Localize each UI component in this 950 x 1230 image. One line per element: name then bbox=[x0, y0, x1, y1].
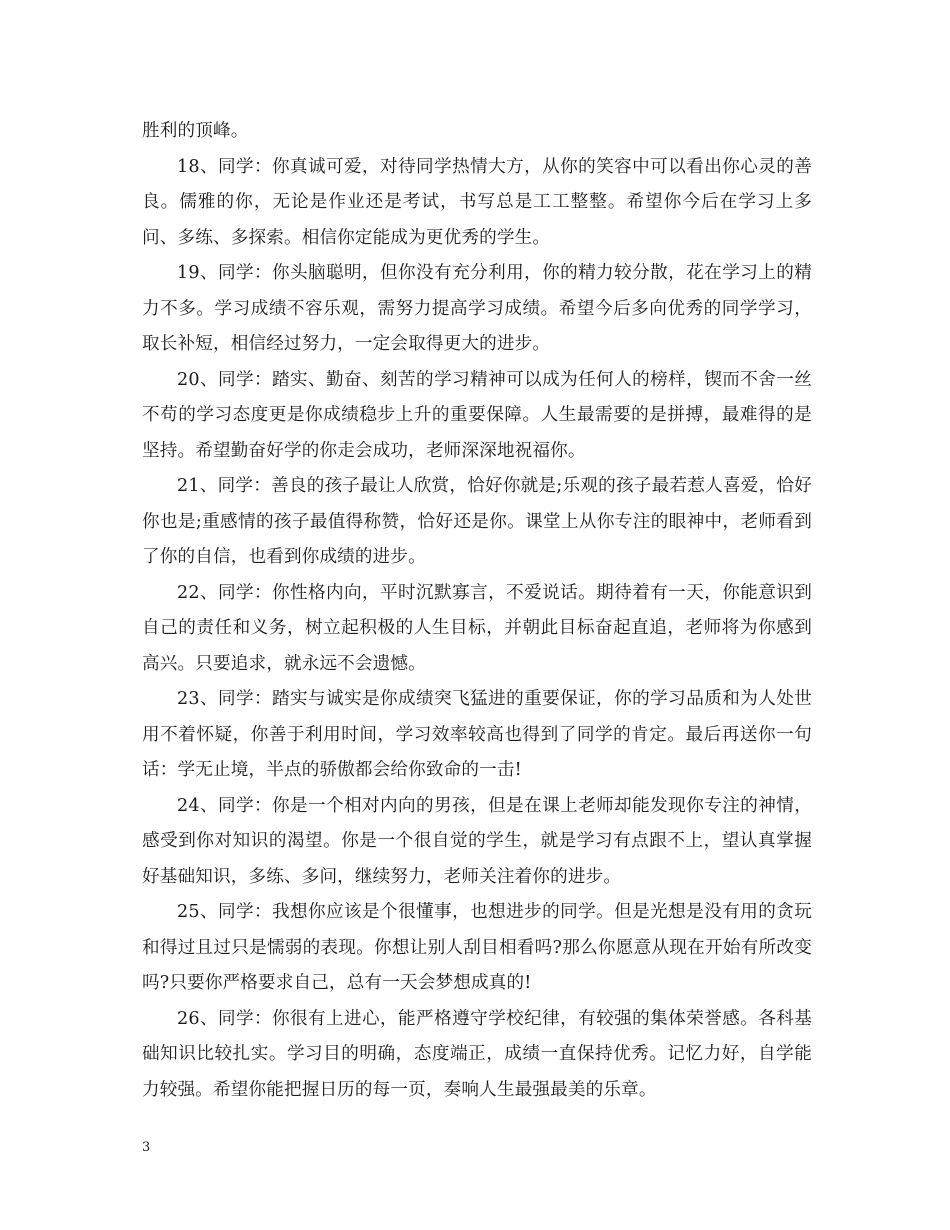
paragraph-22: 22、同学：你性格内向，平时沉默寡言，不爱说话。期待着有一天，你能意识到自己的责任和义务，树立起积极的人生目标，并朝此目标奋起直追，老师将为你感到高兴。只要追求，就永远不会遗憾。 bbox=[142, 582, 812, 674]
paragraph-26: 26、同学：你很有上进心，能严格遵守学校纪律，有较强的集体荣誉感。各科基础知识比较扎实。学习目的明确，态度端正，成绩一直保持优秀。记忆力好，自学能力较强。希望你能把握日历的每一页，奏响人生最强最美的乐章。 bbox=[142, 1008, 812, 1100]
paragraph-20: 20、同学：踏实、勤奋、刻苦的学习精神可以成为任何人的榜样，锲而不舍一丝不苟的学习态度更是你成绩稳步上升的重要保障。人生最需要的是拼搏，最难得的是坚持。希望勤奋好学的你走会成功，老师深深地祝福你。 bbox=[142, 369, 812, 461]
paragraph-21: 21、同学：善良的孩子最让人欣赏，恰好你就是;乐观的孩子最若惹人喜爱，恰好你也是;重感情的孩子最值得称赞，恰好还是你。课堂上从你专注的眼神中，老师看到了你的自信，也看到你成绩的进步。 bbox=[142, 476, 812, 567]
paragraph-23: 23、同学：踏实与诚实是你成绩突飞猛进的重要保证，你的学习品质和为人处世用不着怀疑，你善于利用时间，学习效率较高也得到了同学的肯定。最后再送你一句话：学无止境，半点的骄傲都会给你致命的一击! bbox=[142, 689, 812, 780]
paragraph-continuation: 胜利的顶峰。 bbox=[142, 121, 249, 141]
paragraph-19: 19、同学：你头脑聪明，但你没有充分利用，你的精力较分散，花在学习上的精力不多。学习成绩不容乐观，需努力提高学习成绩。希望今后多向优秀的同学学习，取长补短，相信经过努力，一定会取得更大的进步。 bbox=[142, 263, 812, 354]
paragraph-24: 24、同学：你是一个相对内向的男孩，但是在课上老师却能发现你专注的神情，感受到你对知识的渴望。你是一个很自觉的学生，就是学习有点跟不上，望认真掌握好基础知识，多练、多问，继续努力，老师关注着你的进步。 bbox=[142, 795, 812, 887]
paragraph-25: 25、同学：我想你应该是个很懂事，也想进步的同学。但是光想是没有用的贪玩和得过且过只是懦弱的表现。你想让别人刮目相看吗?那么你愿意从现在开始有所改变吗?只要你严格要求自己，总有一天会梦想成真的! bbox=[142, 902, 812, 993]
paragraph-18: 18、同学：你真诚可爱，对待同学热情大方，从你的笑容中可以看出你心灵的善良。儒雅的你，无论是作业还是考试，书写总是工工整整。希望你今后在学习上多问、多练、多探索。相信你定能成为更优秀的学生。 bbox=[142, 156, 812, 248]
page-number: 3 bbox=[142, 1140, 151, 1155]
document-body bbox=[142, 114, 812, 1108]
